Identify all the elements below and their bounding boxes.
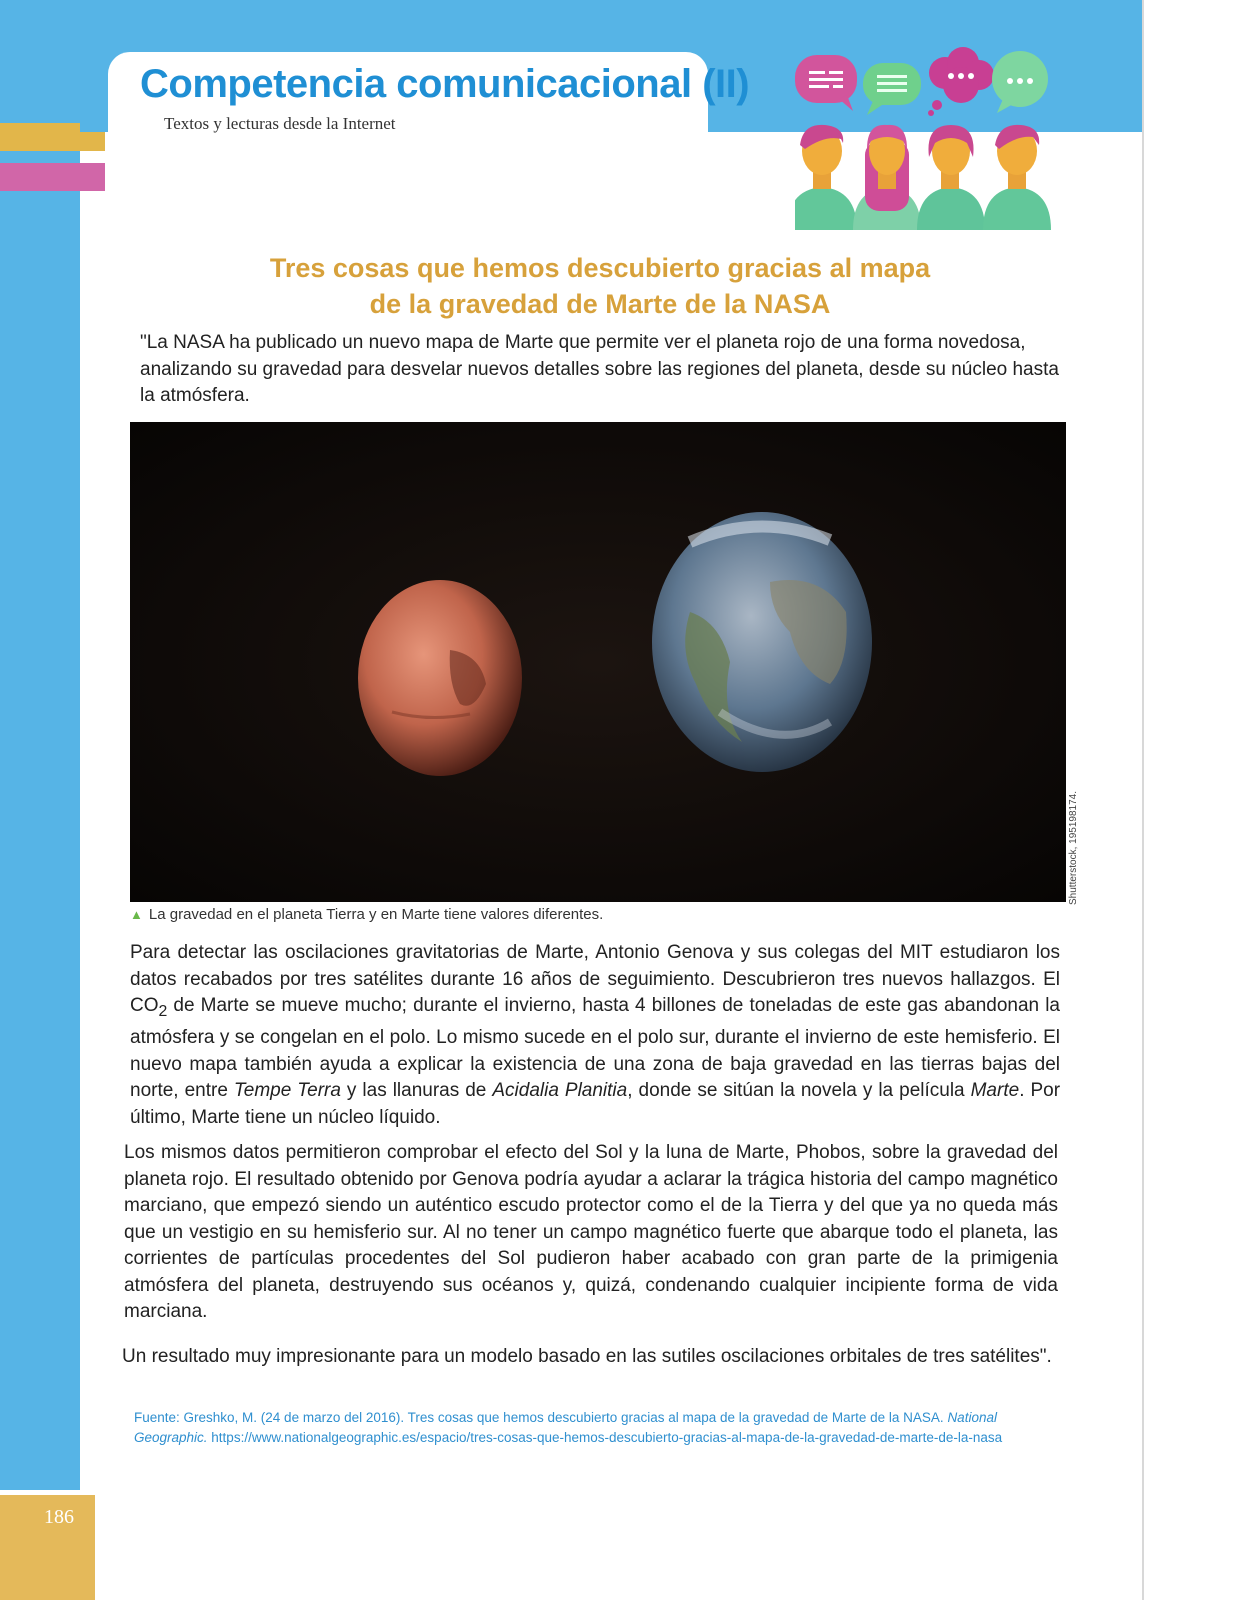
page-edge [1142, 0, 1144, 1600]
body-paragraph-2: Los mismos datos permitieron comprobar el efecto del Sol y la luna de Marte, Phobos, sobre la gravedad del planeta rojo. El resultado obtenido por Genova podría ayudar a aclarar la trágica historia del campo magnético marciano, que empezó siendo un auténtico escudo protector como el de la Tierra y del que ya no queda más que un vestigio en su hemisferio sur. Al no tener un campo magnético fuerte que abarque todo el planeta, las corrientes de partículas procedentes del Sol pudieron haber acabado con gran parte de la primigenia atmósfera del planeta, destruyendo sus océanos y, quizá, condenando cualquier incipiente forma de vida marciana. [124, 1142, 1058, 1322]
person-icon [853, 125, 921, 230]
p1-text-b: de Marte se mueve mucho; durante el invierno, hasta 4 billones de toneladas de este gas abandonan la atmósfera y se congelan en el polo. Lo mismo sucede en el polo sur, durante el invierno de este hemisferio. El nuevo mapa también ayuda a explicar la existencia de una zona de baja gravedad en las tierras bajas del norte, entre [130, 995, 1060, 1102]
thought-cloud-icon [928, 47, 994, 116]
tempe-terra-italic: Tempe Terra [233, 1080, 341, 1102]
article-title-line-1: Tres cosas que hemos descubierto gracias al mapa [269, 253, 931, 283]
mars-planet [358, 580, 522, 776]
article-title [200, 250, 1000, 322]
photo-caption [130, 906, 603, 923]
left-color-band [0, 0, 80, 1490]
photo-credit: Shutterstock, 195198174. [1068, 791, 1079, 905]
typing-bubble-icon [992, 51, 1048, 113]
source-url: https://www.nationalgeographic.es/espacio/tres-cosas-que-hemos-descubierto-gracias-al-mapa-de-la-gravedad-de-marte-de-la-nasa [207, 1430, 1003, 1445]
person-icon [917, 125, 985, 230]
body-paragraph-1 [130, 940, 1060, 1131]
text-message-bubble-icon [795, 55, 857, 111]
source-prefix: Fuente: Greshko, M. (24 de marzo del 2016). Tres cosas que hemos descubierto gracias al mapa de la gravedad de Marte de la NASA. [134, 1410, 948, 1425]
acidalia-planitia-italic: Acidalia Planitia [492, 1080, 628, 1102]
chat-bubble-icon [863, 63, 921, 115]
intro-paragraph: "La NASA ha publicado un nuevo mapa de Marte que permite ver el planeta rojo de una forma novedosa, analizando su gravedad para desvelar nuevos detalles sobre las regiones del planeta, desde su núcleo hasta la atmósfera. [140, 332, 1059, 406]
p1-text-a: Para detectar las oscilaciones gravitatorias de Marte, Antonio Genova y sus colegas del MIT estudiaron los datos recabados por tres satélites durante 16 años de seguimiento. Descubrieron tres nuevos hallazgos. El CO [130, 942, 1060, 1016]
section-subtitle: Textos y lecturas desde la Internet [164, 114, 396, 133]
triangle-bullet-icon: ▲ [130, 907, 143, 922]
source-citation [134, 1408, 1059, 1448]
person-icon [795, 125, 857, 230]
section-title: Competencia comunicacional (II) [140, 62, 750, 106]
earth-planet [652, 512, 872, 772]
mars-earth-photo [130, 422, 1066, 902]
page-number: 186 [44, 1506, 74, 1528]
p1-text-e: . Por último, Marte tiene un núcleo líquido. [130, 1080, 1061, 1128]
person-icon [983, 125, 1051, 230]
photo-caption-text: La gravedad en el planeta Tierra y en Marte tiene valores diferentes. [148, 906, 604, 923]
body-paragraph-3: Un resultado muy impresionante para un modelo basado en las sutiles oscilaciones orbitales de tres satélites". [122, 1346, 1052, 1367]
p1-text-c: y las llanuras de [340, 1080, 493, 1102]
source-publication: National Geographic. [134, 1410, 997, 1445]
pink-accent-stripe [0, 163, 105, 191]
header-illustration [795, 45, 1085, 230]
marte-italic: Marte [970, 1080, 1020, 1102]
article-title-line-2: de la gravedad de Marte de la NASA [369, 289, 831, 319]
co2-subscript: 2 [158, 1002, 168, 1020]
p1-text-d: , donde se sitúan la novela y la película [627, 1080, 971, 1102]
